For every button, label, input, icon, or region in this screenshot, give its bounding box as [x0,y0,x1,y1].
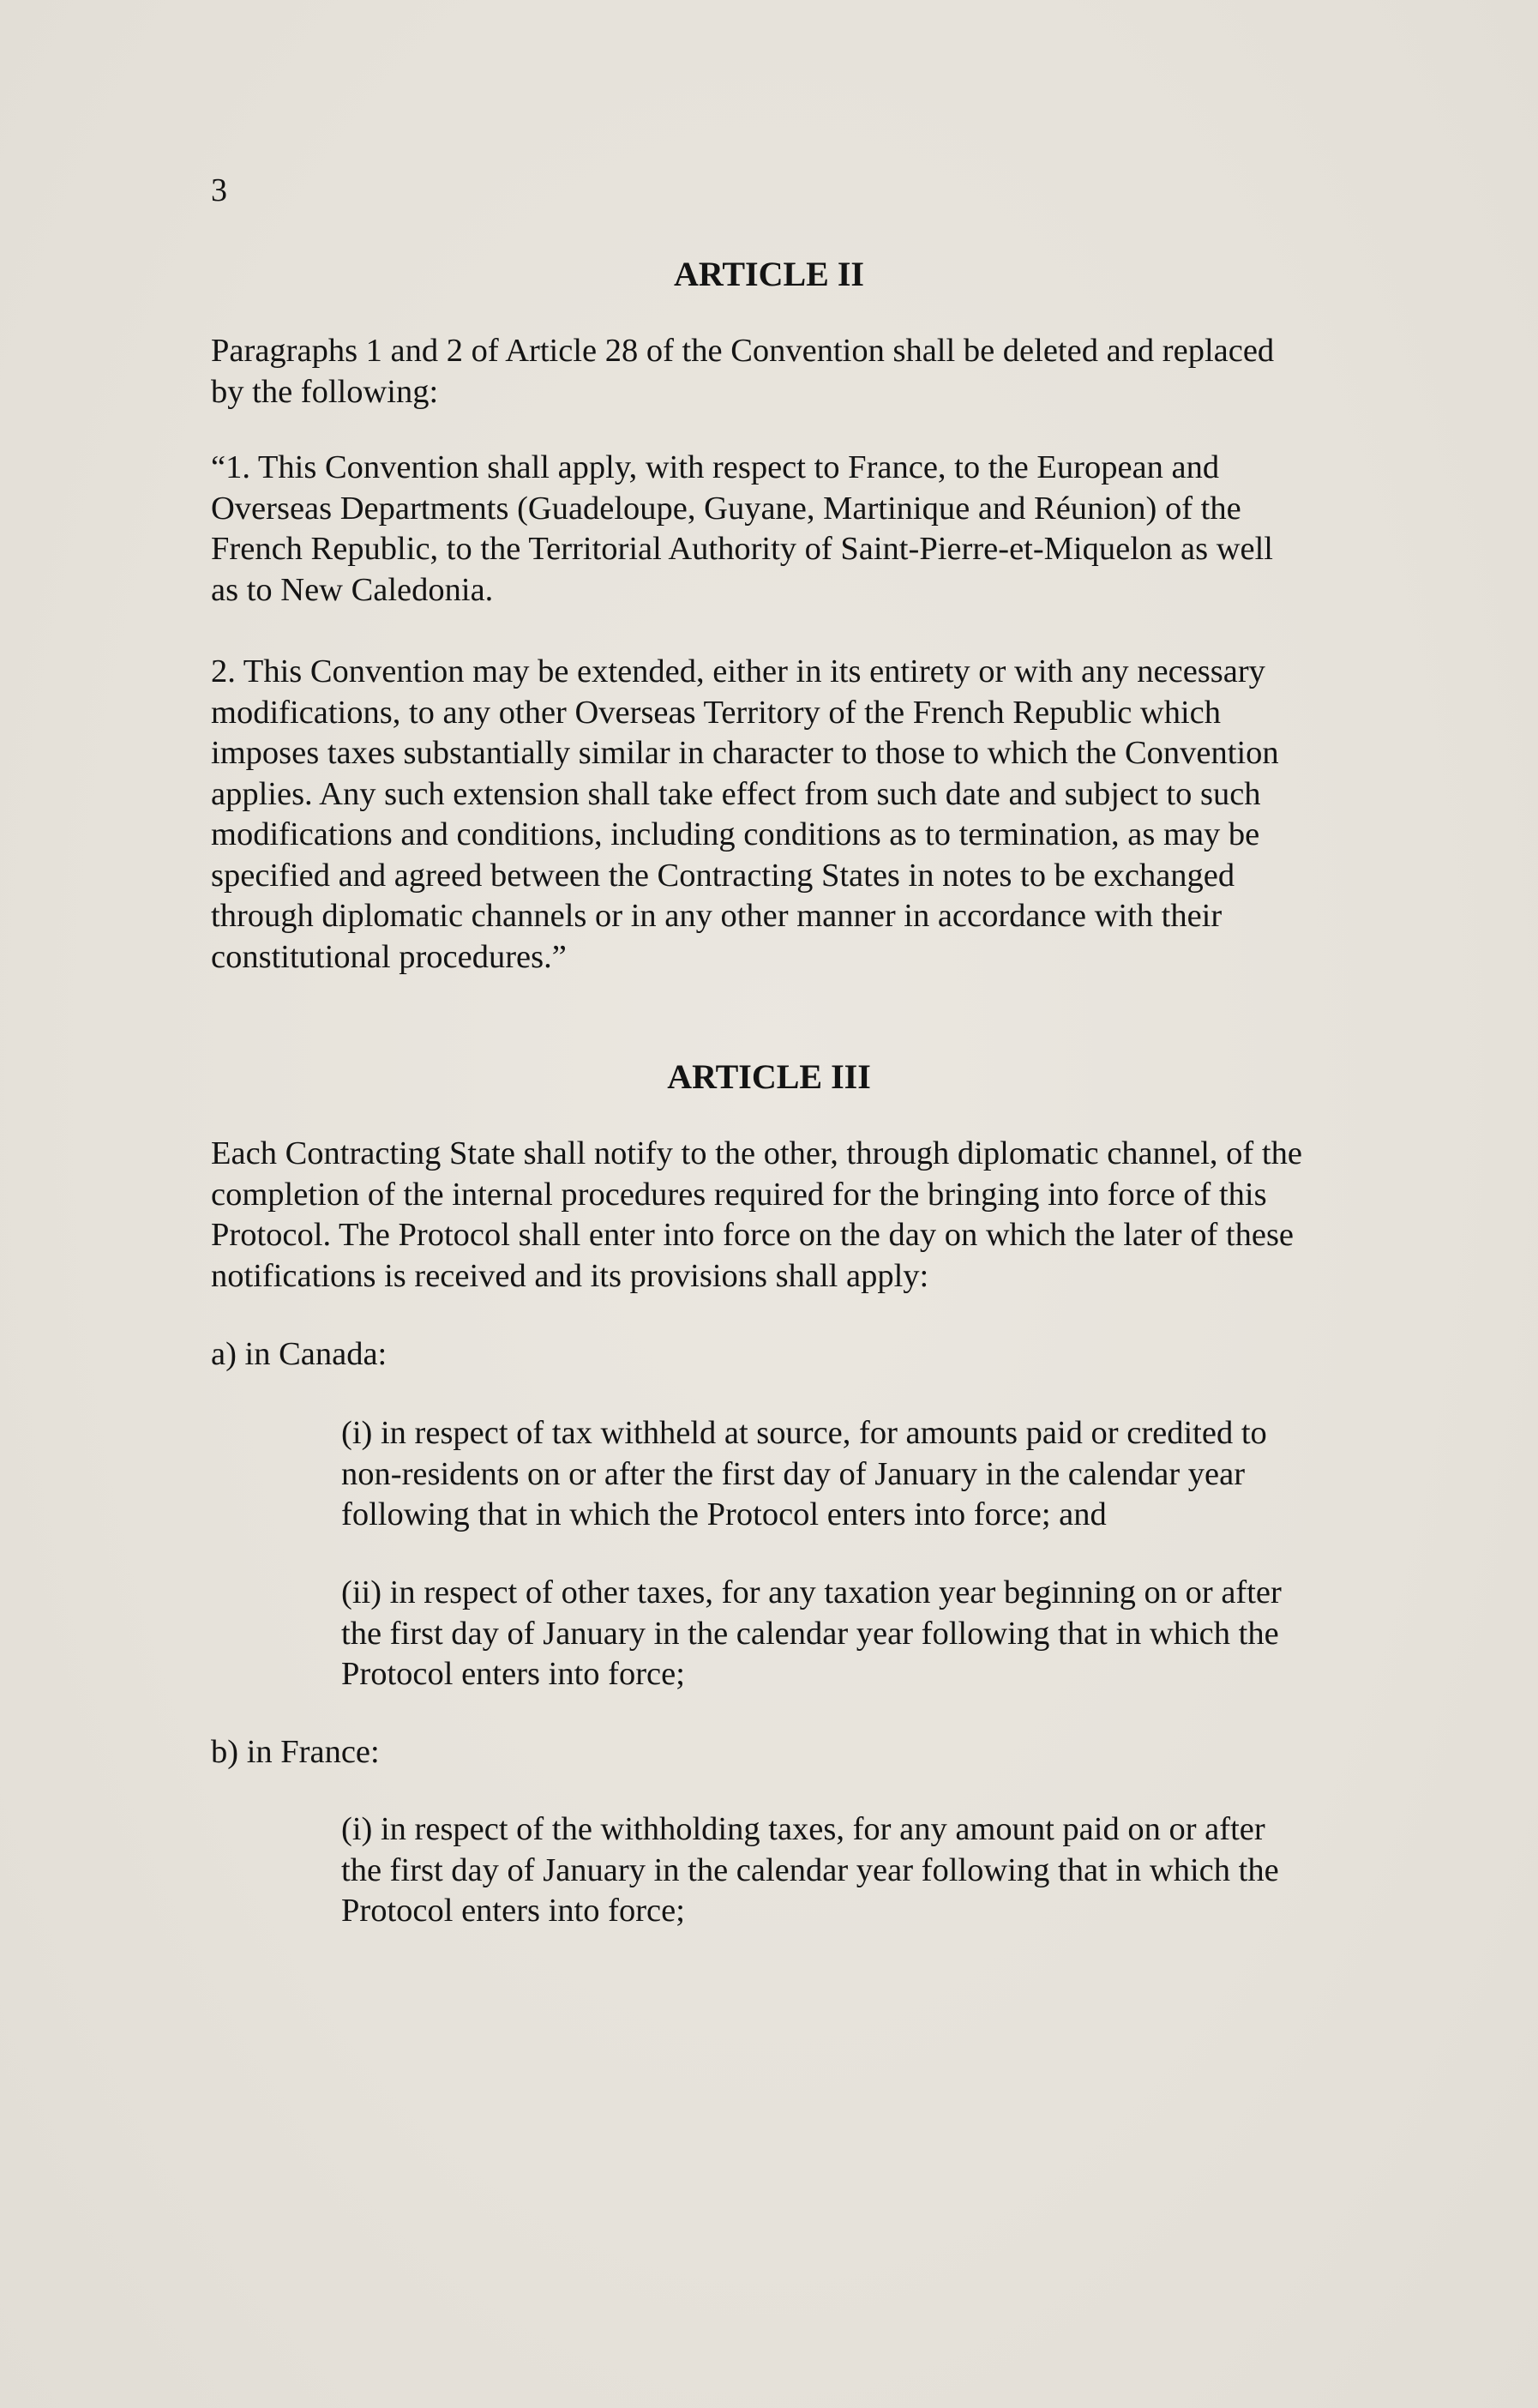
text-line: a) in Canada: [211,1336,388,1372]
text-line: following that in which the Protocol enters into force; and [341,1496,1107,1532]
text-line: 2. This Convention may be extended, either in its entirety or with any necessary [211,653,1265,689]
text-line: (i) in respect of tax withheld at source, for amounts paid or credited to [341,1415,1267,1451]
article-ii-paragraph-1 [211,448,1370,611]
france-item-i [341,1809,1370,1932]
text-line: as to New Caledonia. [211,571,494,608]
text-line: Protocol. The Protocol shall enter into force on the day on which the later of these [211,1217,1295,1253]
text-line: the first day of January in the calendar year following that in which the [341,1851,1279,1888]
text-line: modifications and conditions, including conditions as to termination, as may be [211,816,1260,852]
article-iii-heading: ARTICLE III [667,1057,871,1096]
text-line: Protocol enters into force; [341,1893,685,1929]
text-line: French Republic, to the Territorial Authority of Saint-Pierre-et-Miquelon as well [211,531,1273,567]
text-line: Protocol enters into force; [341,1656,685,1692]
text-line: by the following: [211,373,439,410]
text-line: (i) in respect of the withholding taxes, for any amount paid on or after [341,1811,1265,1847]
text-line: “1. This Convention shall apply, with respect to France, to the European and [211,449,1220,485]
canada-label [211,1334,1370,1376]
article-ii-intro [211,331,1370,412]
text-line: specified and agreed between the Contracting States in notes to be exchanged [211,857,1235,894]
text-line: applies. Any such extension shall take effect from such date and subject to such [211,775,1261,812]
text-line: modifications, to any other Overseas Territory of the French Republic which [211,694,1222,731]
text-line: completion of the internal procedures required for the bringing into force of this [211,1176,1267,1213]
text-line: the first day of January in the calendar year following that in which the [341,1615,1279,1652]
text-line: (ii) in respect of other taxes, for any taxation year beginning on or after [341,1574,1282,1610]
text-line: imposes taxes substantially similar in character to those to which the Convention [211,735,1279,771]
article-ii-paragraph-2 [211,652,1370,978]
text-line: Each Contracting State shall notify to the other, through diplomatic channel, of the [211,1135,1302,1171]
canada-item-i [341,1413,1370,1536]
text-line: non-residents on or after the first day of January in the calendar year [341,1455,1246,1492]
page-number: 3 [211,172,227,208]
text-line: constitutional procedures.” [211,938,567,975]
article-ii-heading: ARTICLE II [674,255,864,293]
text-line: Paragraphs 1 and 2 of Article 28 of the Convention shall be deleted and replaced [211,333,1275,369]
text-line: notifications is received and its provisions shall apply: [211,1257,929,1294]
article-iii-intro [211,1134,1370,1297]
canada-item-ii [341,1573,1370,1695]
france-label [211,1732,1370,1773]
text-line: Overseas Departments (Guadeloupe, Guyane, Martinique and Réunion) of the [211,490,1241,527]
text-line: b) in France: [211,1734,380,1770]
text-line: through diplomatic channels or in any other manner in accordance with their [211,898,1223,934]
